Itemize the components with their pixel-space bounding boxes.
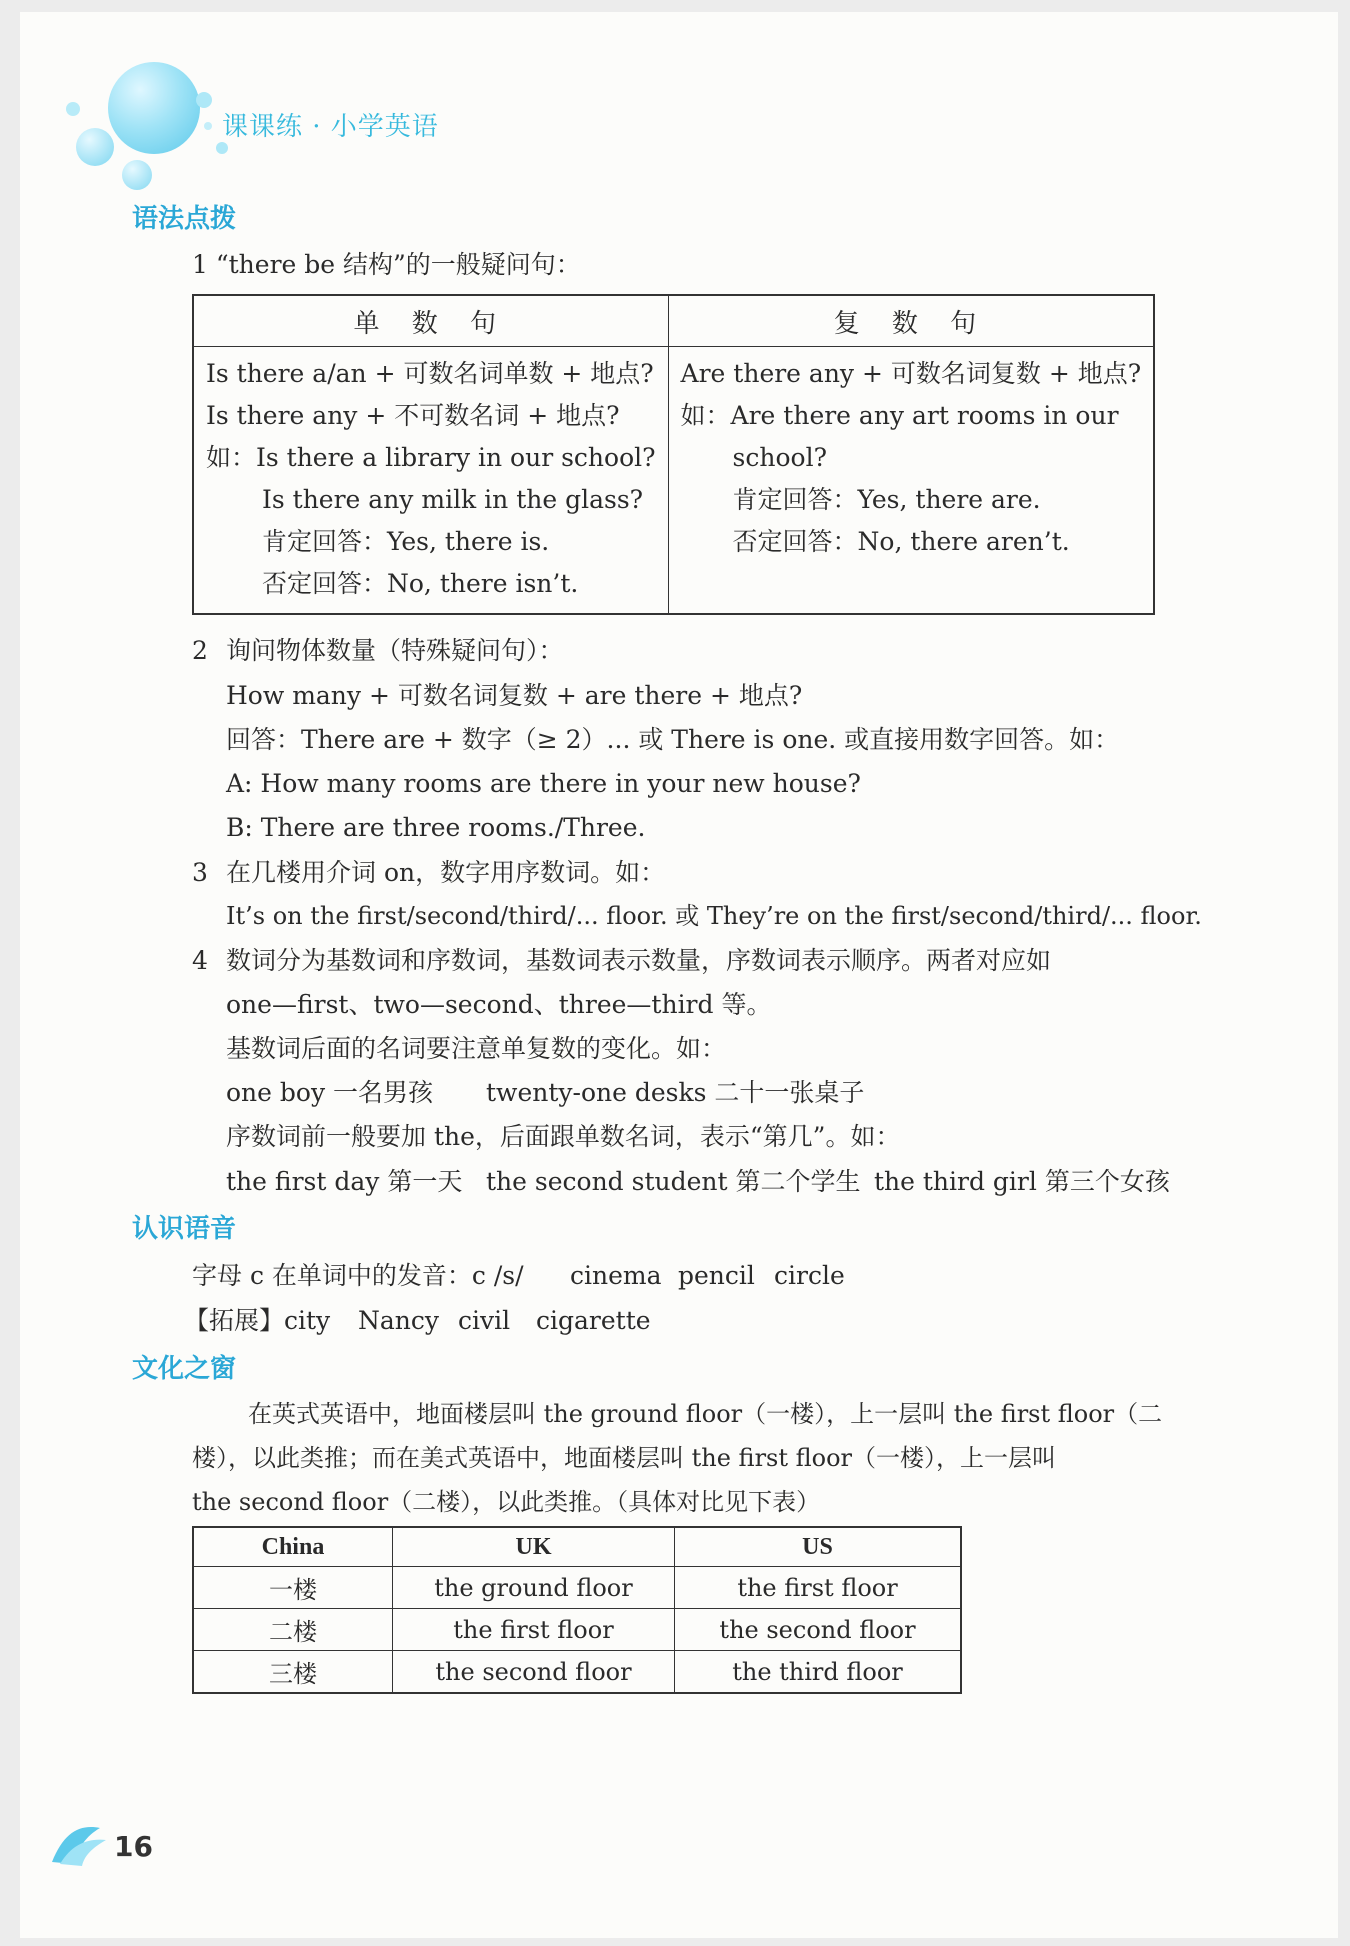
singular-line: Is there any + 不可数名词 + 地点? [206,401,620,430]
bubble-icon [76,128,114,166]
plural-line: 如：Are there any art rooms in our [680,401,1119,430]
bubble-icon [108,62,200,154]
table-row [193,1567,961,1609]
grammar-item4-line: one boy 一名男孩 [226,1078,434,1107]
singular-line: 如：Is there a library in our school? [206,443,656,472]
grammar-item4-line: the third girl 第三个女孩 [874,1167,1170,1196]
table-header-plural: 复 数 句 [668,295,1154,347]
phonics-rule: 字母 c 在单词中的发音：c /s/ [192,1261,524,1290]
grammar-item4-line: twenty-one desks 二十一张桌子 [486,1078,865,1107]
there-be-question-table [192,294,1155,615]
table-cell: the third floor [675,1651,961,1694]
singular-line: 肯定回答：Yes, there is. [262,527,550,556]
table-row [193,1651,961,1694]
phonics-word: circle [774,1261,845,1290]
bubble-icon [122,160,152,190]
table-cell: 三楼 [193,1651,392,1694]
section-heading-grammar: 语法点拨 [132,204,237,234]
culture-paragraph-line: 楼），以此类推；而在美式英语中，地面楼层叫 the first floor（一楼），上一层叫 [192,1444,1057,1472]
singular-line: 否定回答：No, there isn’t. [262,569,579,598]
table-cell: 二楼 [193,1609,392,1651]
bubble-icon [196,92,212,108]
bubble-icon [66,102,80,116]
plural-cell [668,347,1154,615]
table-cell: the ground floor [392,1567,674,1609]
plural-line: 否定回答：No, there aren’t. [732,527,1070,556]
floor-comparison-table [192,1526,962,1694]
table-cell: the second floor [675,1609,961,1651]
leaf-icon [50,1822,110,1868]
bubble-icon [216,142,228,154]
grammar-item3-title [192,860,665,885]
table-cell: 一楼 [193,1567,392,1609]
grammar-item4-line: 序数词前一般要加 the，后面跟单数名词，表示“第几”。如： [226,1122,901,1151]
phonics-word: civil [458,1306,511,1335]
grammar-item2-line: How many + 可数名词复数 + are there + 地点? [226,681,803,710]
bubble-icon [204,122,212,130]
plural-line: Are there any + 可数名词复数 + 地点? [680,359,1142,388]
singular-line: Is there a/an + 可数名词单数 + 地点? [206,359,654,388]
grammar-item2-line: A: How many rooms are there in your new house? [226,769,861,798]
grammar-item4-line: the second student 第二个学生 [486,1167,861,1196]
grammar-item4-title [192,948,1051,973]
table-header-us: US [675,1527,961,1567]
item-number: 2 [192,636,208,665]
phonics-word: cinema [570,1261,662,1290]
section-heading-culture: 文化之窗 [132,1354,237,1384]
table-header-singular: 单 数 句 [193,295,668,347]
grammar-item2-line: 回答：There are + 数字（≥ 2）... 或 There is one. 或直接用数字回答。如： [226,725,1120,754]
textbook-page [20,12,1338,1938]
item-title: 在几楼用介词 on，数字用序数词。如： [226,858,666,887]
table-header-uk: UK [392,1527,674,1567]
culture-paragraph-line: the second floor（二楼），以此类推。（具体对比见下表） [192,1488,821,1516]
table-header-china: China [193,1527,392,1567]
table-cell: the first floor [392,1609,674,1651]
culture-paragraph-line: 在英式英语中，地面楼层叫 the ground floor（一楼），上一层叫 the first floor（二 [248,1400,1163,1428]
phonics-word: cigarette [536,1306,651,1335]
section-heading-phonics: 认识语音 [132,1214,237,1244]
item-title: 询问物体数量（特殊疑问句）： [226,636,564,665]
grammar-item2-line: B: There are three rooms./Three. [226,813,646,842]
table-cell: the second floor [392,1651,674,1694]
grammar-item3-line: It’s on the first/second/third/... floor. 或 They’re on the first/second/third/... floor. [226,902,1202,930]
grammar-item4-line: one—first、two—second、three—third 等。 [226,990,772,1019]
phonics-word: pencil [678,1261,755,1290]
plural-line: 肯定回答：Yes, there are. [732,485,1041,514]
item-number: 4 [192,946,208,975]
phonics-extension: 【拓展】city [184,1306,331,1335]
item-title: 数词分为基数词和序数词，基数词表示数量，序数词表示顺序。两者对应如 [226,946,1052,975]
series-title: 课课练 · 小学英语 [222,112,439,142]
singular-line: Is there any milk in the glass? [262,485,644,514]
phonics-word: Nancy [358,1306,440,1335]
table-row [193,1609,961,1651]
item-number: 3 [192,858,208,887]
grammar-item1-title: 1 “there be 结构”的一般疑问句： [192,250,581,279]
table-cell: the first floor [675,1567,961,1609]
grammar-item2-title [192,638,564,663]
singular-cell [193,347,668,615]
page-number: 16 [114,1830,153,1863]
grammar-item4-line: 基数词后面的名词要注意单复数的变化。如： [226,1034,727,1063]
plural-line: school? [732,443,827,472]
grammar-item4-line: the first day 第一天 [226,1167,463,1196]
